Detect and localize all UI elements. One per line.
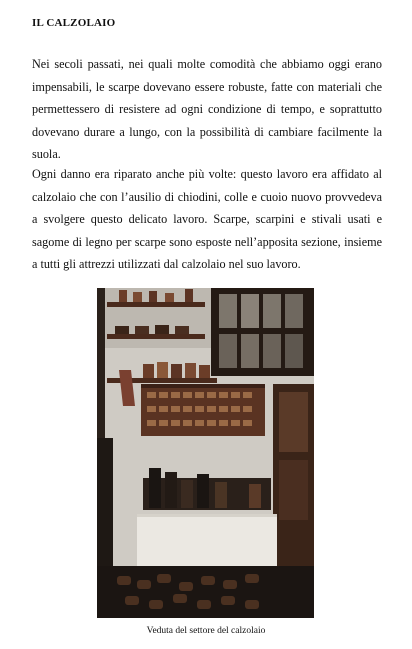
paragraph-2: Ogni danno era riparato anche più volte: questo lavoro era affidato al calzolaio che con l’ausilio di chiodini, colle e cuoio nuovo provvedeva a svolgere questo delicato lavoro. Scarpe, scarpini e stivali usati e sagome di legno per scarpe sono esposte nell’apposita sezione, insieme a tutti gli attrezzi utilizzati dal calzolaio nel suo lavoro. xyxy=(32,167,382,272)
paragraph-1: Nei secoli passati, nei quali molte comodità che abbiamo oggi erano impensabili, le scarpe dovevano essere robuste, fatte con materiali che permettessero di resistere ad ogni condizione di tempo, e soprattutto dovevano durare a lungo, con la possibilità di cambiare facilmente la suola. xyxy=(32,57,382,162)
shoemaker-section-photo xyxy=(97,288,314,618)
photo-caption: Veduta del settore del calzolaio xyxy=(146,626,266,636)
page-title: IL CALZOLAIO xyxy=(32,17,116,29)
photo-illustration xyxy=(97,288,314,618)
